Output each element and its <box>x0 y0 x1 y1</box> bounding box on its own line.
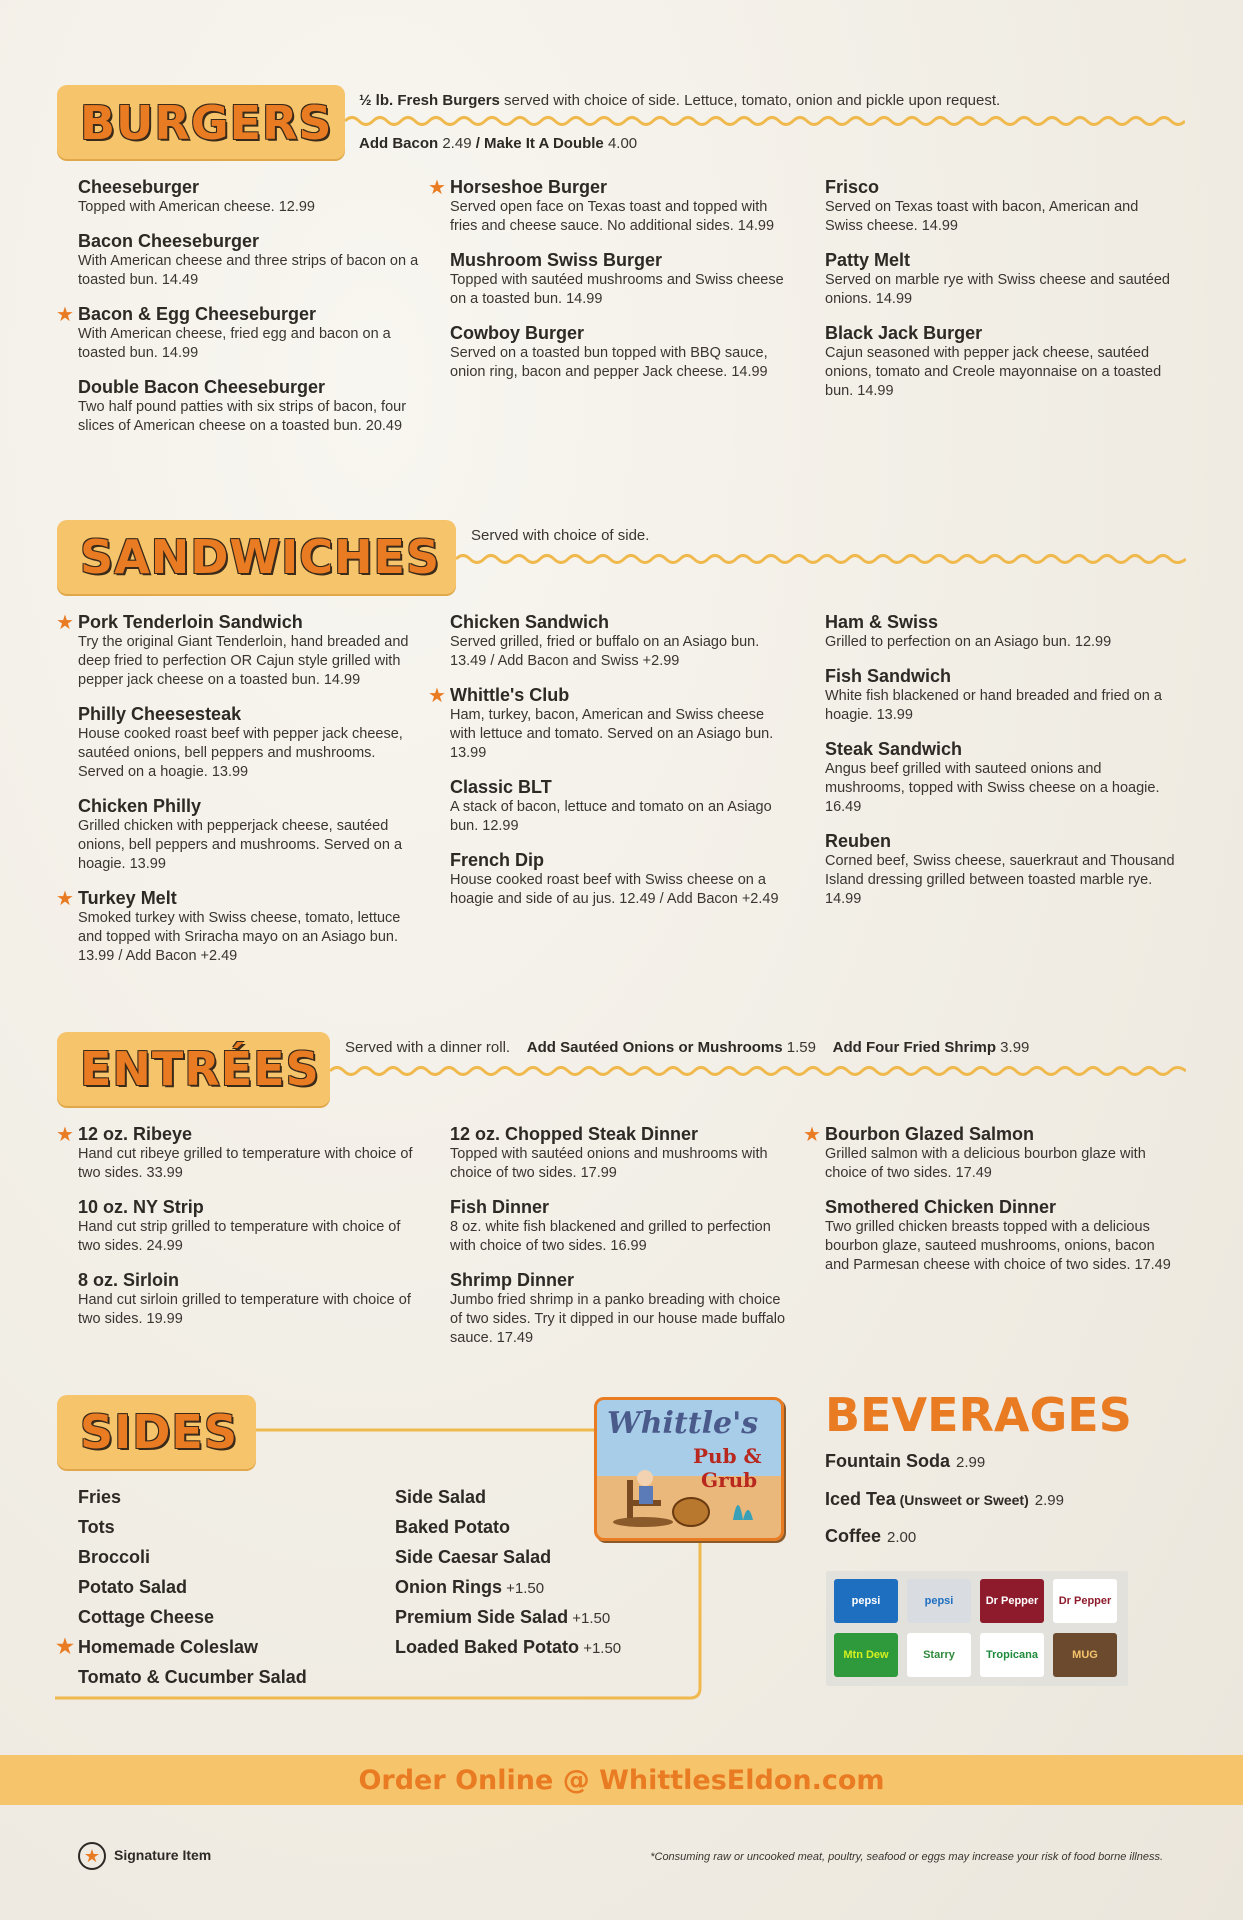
menu-item <box>56 1124 423 1183</box>
menu-item-name: Bourbon Glazed Salmon <box>825 1124 1035 1144</box>
signature-star-icon: ★ <box>56 304 74 326</box>
entrees-note-text: Served with a dinner roll. <box>345 1039 511 1056</box>
soda-brand-logos <box>826 1571 1128 1686</box>
side-item-upcharge: +1.50 <box>579 1640 622 1657</box>
burgers-col-2 <box>428 177 790 396</box>
burgers-wave-divider <box>345 114 1185 128</box>
beverage-name: Iced Tea <box>825 1489 896 1509</box>
beverage-sub: (Unsweet or Sweet) <box>895 1492 1029 1508</box>
signature-star-icon: ★ <box>428 177 446 199</box>
menu-item-description: Topped with sautéed mushrooms and Swiss cheese on a toasted bun. 14.99 <box>450 272 784 307</box>
side-item-name: Potato Salad <box>78 1577 188 1597</box>
menu-item-description: Topped with American cheese. 12.99 <box>78 199 315 215</box>
signature-star-icon: ★ <box>56 888 74 910</box>
menu-item-name: Bacon Cheeseburger <box>78 231 260 251</box>
menu-item <box>825 739 1175 817</box>
menu-item <box>56 888 423 966</box>
menu-item <box>78 231 423 290</box>
menu-item <box>428 685 790 763</box>
beverage-fountain-soda <box>825 1451 985 1472</box>
add-bacon-label: Add Bacon <box>359 135 439 152</box>
beverage-price: 2.00 <box>887 1529 917 1546</box>
menu-item-description: Grilled to perfection on an Asiago bun. 12.99 <box>825 634 1112 650</box>
side-item-name: Premium Side Salad <box>395 1607 569 1627</box>
menu-item-name: Mushroom Swiss Burger <box>450 250 663 270</box>
brand-logo-tile: Dr Pepper <box>980 1579 1044 1623</box>
sandwiches-col-3 <box>825 612 1175 923</box>
menu-item <box>450 612 790 671</box>
sandwiches-col-2 <box>428 612 790 923</box>
side-item <box>78 1483 378 1513</box>
add-onions-label: Add Sautéed Onions or Mushrooms <box>526 1039 783 1056</box>
menu-item-description: Served grilled, fried or buffalo on an Asiago bun. 13.49 / Add Bacon and Swiss +2.99 <box>450 634 760 669</box>
sandwiches-title: SANDWICHES <box>80 530 441 584</box>
menu-item <box>450 777 790 836</box>
side-item-name: Homemade Coleslaw <box>78 1637 259 1657</box>
menu-item-name: Bacon & Egg Cheeseburger <box>78 304 317 324</box>
side-item <box>78 1663 378 1693</box>
side-item <box>78 1573 378 1603</box>
make-double-price: 4.00 <box>603 135 638 152</box>
beverage-name: Fountain Soda <box>825 1451 950 1471</box>
menu-item <box>825 250 1175 309</box>
menu-item <box>825 831 1175 909</box>
add-shrimp-price: 3.99 <box>996 1039 1030 1056</box>
brand-logo-tile: Dr Pepper <box>1053 1579 1117 1623</box>
menu-item-name: Chicken Sandwich <box>450 612 610 632</box>
logo-line-3: Grub <box>701 1468 758 1492</box>
menu-item <box>825 612 1175 652</box>
menu-item-description: Served on marble rye with Swiss cheese and sautéed onions. 14.99 <box>825 272 1170 307</box>
make-double-label: / Make It A Double <box>475 135 604 152</box>
burgers-title: BURGERS <box>80 96 333 150</box>
burgers-note-text: served with choice of side. Lettuce, tomato, onion and pickle upon request. <box>499 92 1001 109</box>
side-item-name: Loaded Baked Potato <box>395 1637 580 1657</box>
sandwiches-note: Served with choice of side. <box>471 527 650 544</box>
side-item-name: Tots <box>78 1517 115 1537</box>
menu-item-name: Ham & Swiss <box>825 612 939 632</box>
menu-item-name: 12 oz. Ribeye <box>78 1124 193 1144</box>
beverage-coffee <box>825 1526 916 1547</box>
menu-item <box>450 250 790 309</box>
menu-item-name: Double Bacon Cheeseburger <box>78 377 326 397</box>
order-online-banner <box>0 1755 1243 1805</box>
menu-item <box>450 1124 790 1183</box>
menu-item-description: Topped with sautéed onions and mushrooms with choice of two sides. 17.99 <box>450 1146 768 1181</box>
menu-item-name: Shrimp Dinner <box>450 1270 575 1290</box>
menu-item <box>825 666 1175 725</box>
menu-item-description: Grilled salmon with a delicious bourbon glaze with choice of two sides. 17.49 <box>825 1146 1146 1181</box>
add-onions-price: 1.59 <box>782 1039 816 1056</box>
entrees-col-2 <box>450 1124 790 1362</box>
menu-item-description: Corned beef, Swiss cheese, sauerkraut and Thousand Island dressing grilled between toasted marble rye. 14.99 <box>825 853 1175 907</box>
menu-item <box>78 1197 423 1256</box>
menu-item <box>78 796 423 874</box>
menu-item <box>78 377 423 436</box>
menu-item-name: Patty Melt <box>825 250 911 270</box>
signature-star-icon: ★ <box>803 1124 821 1146</box>
menu-item-description: Jumbo fried shrimp in a panko breading with choice of two sides. Try it dipped in our house made buffalo sauce. 17.49 <box>450 1292 786 1346</box>
add-shrimp-label: Add Four Fried Shrimp <box>832 1039 997 1056</box>
logo-line-2: Pub & <box>693 1444 762 1468</box>
menu-item-description: With American cheese, fried egg and bacon on a toasted bun. 14.99 <box>78 326 391 361</box>
beverage-name: Coffee <box>825 1526 882 1546</box>
entrees-col-3 <box>803 1124 1175 1289</box>
side-item-name: Side Caesar Salad <box>395 1547 552 1567</box>
menu-item-description: Ham, turkey, bacon, American and Swiss cheese with lettuce and tomato. Served on an Asiago bun. 13.99 <box>450 707 774 761</box>
menu-item-name: Turkey Melt <box>78 888 177 908</box>
menu-item <box>825 1197 1175 1275</box>
side-item <box>395 1603 695 1633</box>
menu-item <box>450 1197 790 1256</box>
burgers-addons <box>359 135 637 152</box>
food-safety-disclaimer: *Consuming raw or uncooked meat, poultry, seafood or eggs may increase your risk of food borne illness. <box>650 1851 1163 1863</box>
signature-star-icon: ★ <box>56 612 74 634</box>
brand-logo-tile: MUG <box>1053 1633 1117 1677</box>
side-item <box>78 1603 378 1633</box>
menu-item-description: Two half pound patties with six strips of bacon, four slices of American cheese on a toasted bun. 20.49 <box>78 399 407 434</box>
menu-item-name: Black Jack Burger <box>825 323 983 343</box>
brand-logo-tile: Tropicana <box>980 1633 1044 1677</box>
sandwiches-col-1 <box>56 612 423 980</box>
side-item-name: Side Salad <box>395 1487 487 1507</box>
menu-item <box>56 304 423 363</box>
menu-item-description: Angus beef grilled with sauteed onions and mushrooms, topped with Swiss cheese on a hoagie. 16.49 <box>825 761 1160 815</box>
side-item-name: Fries <box>78 1487 122 1507</box>
menu-item-description: 8 oz. white fish blackened and grilled to perfection with choice of two sides. 16.99 <box>450 1219 771 1254</box>
signature-star-icon: ★ <box>56 1124 74 1146</box>
burgers-note-bold: ½ lb. Fresh Burgers <box>359 92 500 109</box>
menu-item <box>450 323 790 382</box>
menu-item-description: Served on Texas toast with bacon, American and Swiss cheese. 14.99 <box>825 199 1139 234</box>
menu-item-name: Fish Sandwich <box>825 666 952 686</box>
burgers-col-1 <box>56 177 423 450</box>
menu-item <box>428 177 790 236</box>
menu-item-name: Chicken Philly <box>78 796 202 816</box>
order-online-link[interactable]: Order Online @ WhittlesEldon.com <box>358 1765 885 1796</box>
brand-logo-tile: pepsi <box>834 1579 898 1623</box>
menu-item-name: Frisco <box>825 177 880 197</box>
menu-item-name: Cheeseburger <box>78 177 200 197</box>
menu-item-name: Pork Tenderloin Sandwich <box>78 612 303 632</box>
signature-star-icon: ★ <box>56 1636 74 1658</box>
menu-item-description: Served open face on Texas toast and topped with fries and cheese sauce. No additional sides. 14.99 <box>450 199 775 234</box>
side-item <box>395 1573 695 1603</box>
entrees-note <box>345 1039 1029 1056</box>
brand-logo-tile: Mtn Dew <box>834 1633 898 1677</box>
menu-item-description: A stack of bacon, lettuce and tomato on an Asiago bun. 12.99 <box>450 799 772 834</box>
menu-item-description: White fish blackened or hand breaded and fried on a hoagie. 13.99 <box>825 688 1162 723</box>
beverage-iced-tea <box>825 1489 1064 1510</box>
menu-item <box>78 177 423 217</box>
menu-item-description: Hand cut strip grilled to temperature with choice of two sides. 24.99 <box>78 1219 401 1254</box>
menu-item-name: Cowboy Burger <box>450 323 585 343</box>
side-item-name: Tomato & Cucumber Salad <box>78 1667 307 1687</box>
menu-item-name: 12 oz. Chopped Steak Dinner <box>450 1124 699 1144</box>
sandwiches-wave-divider <box>456 552 1186 566</box>
entrees-wave-divider <box>330 1064 1186 1078</box>
menu-item-name: Classic BLT <box>450 777 552 797</box>
menu-item-name: Horseshoe Burger <box>450 177 608 197</box>
side-item-name: Broccoli <box>78 1547 151 1567</box>
signature-star-icon: ★ <box>428 685 446 707</box>
side-item-name: Onion Rings <box>395 1577 502 1597</box>
beverage-price: 2.99 <box>956 1454 986 1471</box>
brand-logo-tile: Starry <box>907 1633 971 1677</box>
entrees-title: ENTRÉES <box>80 1042 320 1096</box>
menu-item-description: House cooked roast beef with pepper jack cheese, sautéed onions, bell peppers and mushrooms. Served on a hoagie. 13.99 <box>78 726 403 780</box>
side-item <box>395 1633 695 1663</box>
signature-star-icon: ★ <box>78 1842 106 1870</box>
menu-item-name: Smothered Chicken Dinner <box>825 1197 1057 1217</box>
menu-item-name: Fish Dinner <box>450 1197 550 1217</box>
side-item <box>78 1543 378 1573</box>
side-item-upcharge: +1.50 <box>568 1610 611 1627</box>
menu-item-name: Reuben <box>825 831 892 851</box>
side-item <box>56 1633 378 1663</box>
menu-item-description: Hand cut ribeye grilled to temperature with choice of two sides. 33.99 <box>78 1146 413 1181</box>
menu-item <box>825 323 1175 401</box>
entrees-col-1 <box>56 1124 423 1343</box>
menu-item-name: Steak Sandwich <box>825 739 963 759</box>
menu-item-name: Whittle's Club <box>450 685 570 705</box>
menu-item <box>56 612 423 690</box>
menu-item <box>450 850 790 909</box>
menu-item-description: Two grilled chicken breasts topped with a delicious bourbon glaze, sauteed mushrooms, onions, bacon and Parmesan cheese with choice of two sides. 17.49 <box>825 1219 1171 1273</box>
menu-item-description: Hand cut sirloin grilled to temperature with choice of two sides. 19.99 <box>78 1292 411 1327</box>
brand-logo-tile: pepsi <box>907 1579 971 1623</box>
menu-item-description: Served on a toasted bun topped with BBQ sauce, onion ring, bacon and pepper Jack cheese. 14.99 <box>450 345 768 380</box>
menu-item <box>78 704 423 782</box>
menu-item <box>450 1270 790 1348</box>
menu-item-description: Smoked turkey with Swiss cheese, tomato, lettuce and topped with Sriracha mayo on an Asiago bun. 13.99 / Add Bacon +2.49 <box>78 910 401 964</box>
menu-item <box>825 177 1175 236</box>
burgers-col-3 <box>825 177 1175 415</box>
whittles-logo <box>594 1397 784 1541</box>
menu-item-name: 8 oz. Sirloin <box>78 1270 180 1290</box>
add-bacon-price: 2.49 <box>438 135 476 152</box>
side-item-upcharge: +1.50 <box>502 1580 545 1597</box>
menu-item-description: With American cheese and three strips of bacon on a toasted bun. 14.49 <box>78 253 419 288</box>
signature-label: Signature Item <box>114 1847 212 1863</box>
menu-item-description: Try the original Giant Tenderloin, hand breaded and deep fried to perfection OR Cajun style grilled with pepper jack cheese on a toasted bun. 14.99 <box>78 634 409 688</box>
side-item-name: Baked Potato <box>395 1517 511 1537</box>
menu-item <box>78 1270 423 1329</box>
beverage-price: 2.99 <box>1034 1492 1064 1509</box>
menu-item-description: Cajun seasoned with pepper jack cheese, sautéed onions, tomato and Creole mayonnaise on a toasted bun. 14.99 <box>825 345 1162 399</box>
side-item <box>395 1543 695 1573</box>
menu-item <box>803 1124 1175 1183</box>
burgers-note <box>359 92 1000 109</box>
menu-item-name: French Dip <box>450 850 545 870</box>
beverages-title: BEVERAGES <box>825 1388 1132 1442</box>
sides-title: SIDES <box>80 1405 238 1459</box>
menu-item-description: Grilled chicken with pepperjack cheese, sautéed onions, bell peppers and mushrooms. Served on a hoagie. 13.99 <box>78 818 403 872</box>
side-item <box>78 1513 378 1543</box>
logo-line-1: Whittle's <box>607 1406 759 1441</box>
menu-item-name: 10 oz. NY Strip <box>78 1197 204 1217</box>
menu-item-description: House cooked roast beef with Swiss cheese on a hoagie and side of au jus. 12.49 / Add Bacon +2.49 <box>450 872 779 907</box>
rocking-chair-illustration <box>603 1450 775 1532</box>
menu-item-name: Philly Cheesesteak <box>78 704 242 724</box>
sides-col-1 <box>56 1483 378 1693</box>
side-item-name: Cottage Cheese <box>78 1607 215 1627</box>
